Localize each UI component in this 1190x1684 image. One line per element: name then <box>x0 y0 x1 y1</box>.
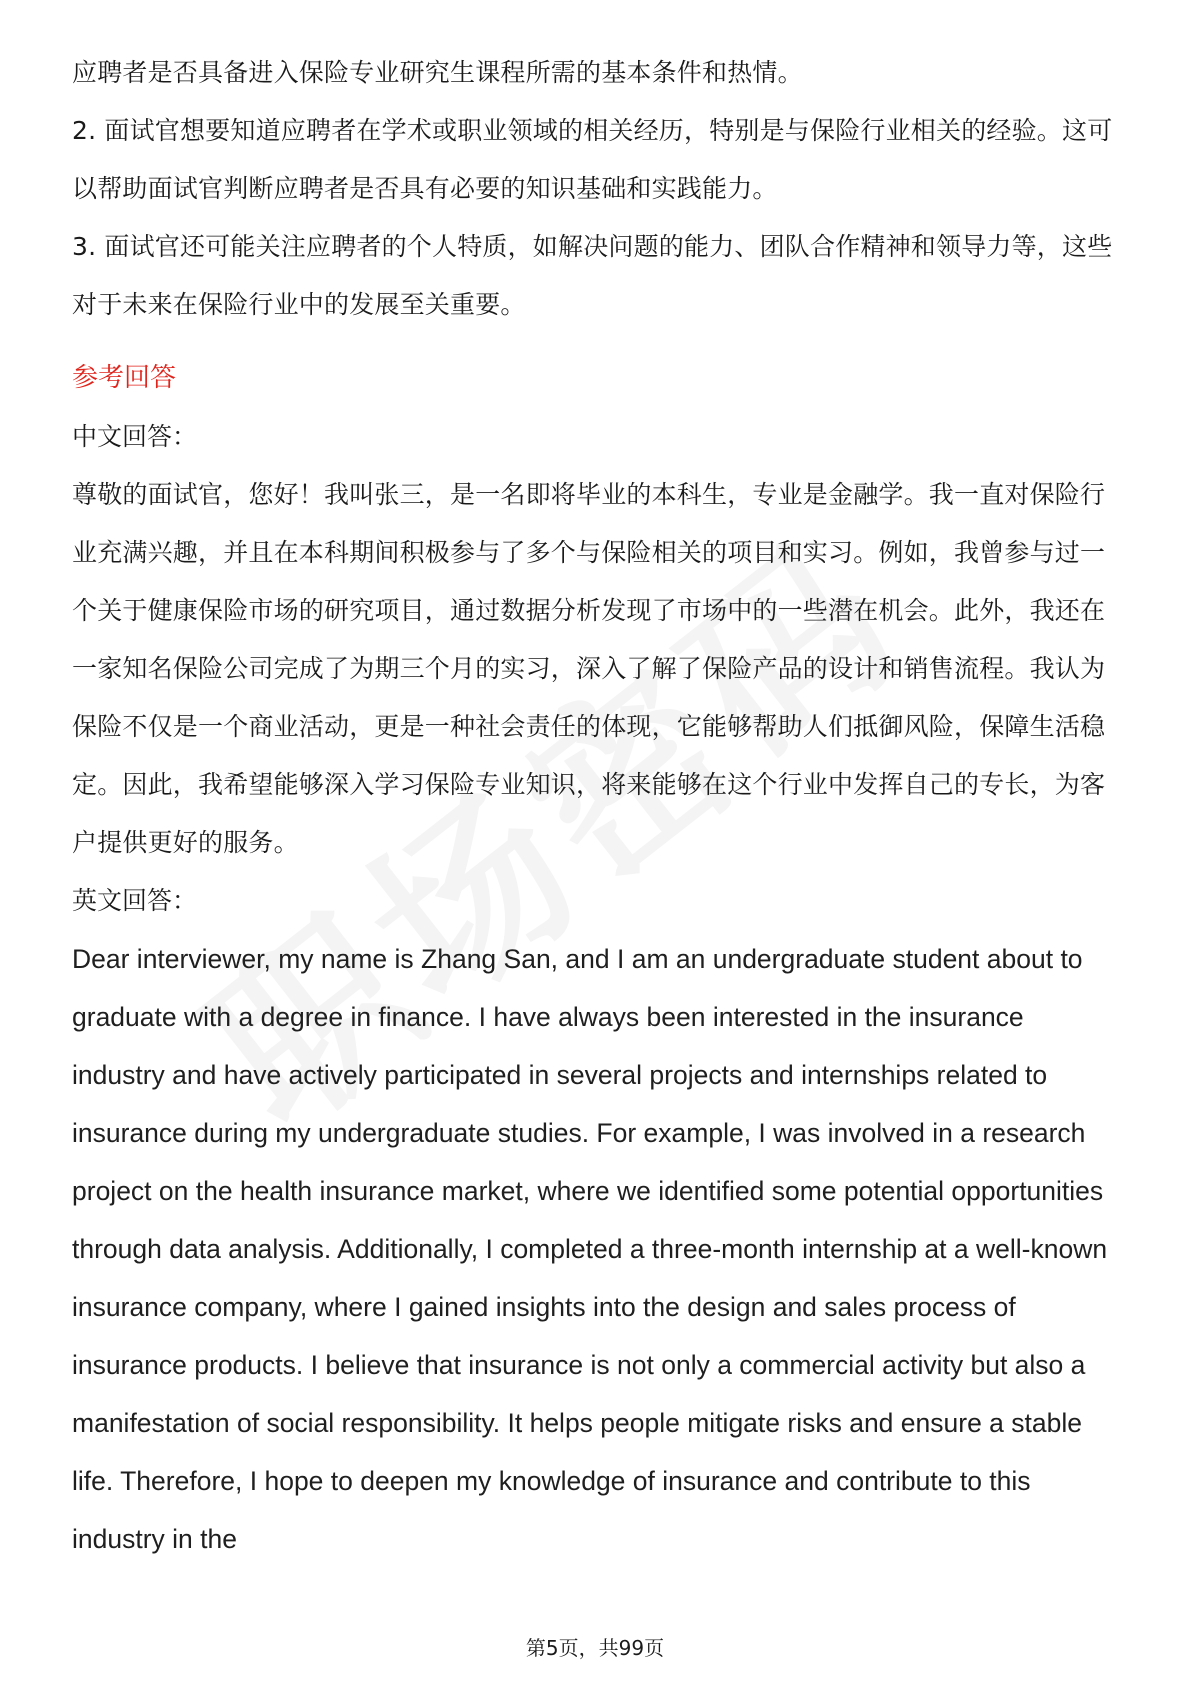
chinese-answer-label: 中文回答： <box>72 422 198 451</box>
page-number-footer: 第5页，共99页 <box>525 1636 665 1660</box>
intro-paragraph-3: 3. 面试官还可能关注应聘者的个人特质，如解决问题的能力、团队合作精神和领导力等，这些对于未来在保险行业中的发展至关重要。 <box>72 232 1113 319</box>
intro-paragraph-1: 应聘者是否具备进入保险专业研究生课程所需的基本条件和热情。 <box>72 58 803 87</box>
page-content <box>72 44 1120 1568</box>
chinese-answer-text: 尊敬的面试官，您好！我叫张三，是一名即将毕业的本科生，专业是金融学。我一直对保险行业充满兴趣，并且在本科期间积极参与了多个与保险相关的项目和实习。例如，我曾参与过一个关于健康保险市场的研究项目，通过数据分析发现了市场中的一些潜在机会。此外，我还在一家知名保险公司完成了为期三个月的实习，深入了解了保险产品的设计和销售流程。我认为保险不仅是一个商业活动，更是一种社会责任的体现，它能够帮助人们抵御风险，保障生活稳定。因此，我希望能够深入学习保险专业知识，将来能够在这个行业中发挥自己的专长，为客户提供更好的服务。 <box>72 480 1106 857</box>
intro-paragraph-2: 2. 面试官想要知道应聘者在学术或职业领域的相关经历，特别是与保险行业相关的经验。这可以帮助面试官判断应聘者是否具有必要的知识基础和实践能力。 <box>72 116 1113 203</box>
reference-answer-heading: 参考回答 <box>72 363 177 393</box>
english-answer-text: Dear interviewer, my name is Zhang San, and I am an undergraduate student about to graduate with a degree in finance. I have always been interested in the insurance industry and have actively participated in several projects and internships related to insurance during my undergraduate studies. For example, I was involved in a research project on the health insurance market, where we identified some potential opportunities through data analysis. Additionally, I completed a three-month internship at a well-known insurance company, where I gained insights into the design and sales process of insurance products. I believe that insurance is not only a commercial activity but also a manifestation of social responsibility. It helps people mitigate risks and ensure a stable life. Therefore, I hope to deepen my knowledge of insurance and contribute to this industry in the <box>72 944 1108 1554</box>
english-answer-label: 英文回答： <box>72 886 198 915</box>
